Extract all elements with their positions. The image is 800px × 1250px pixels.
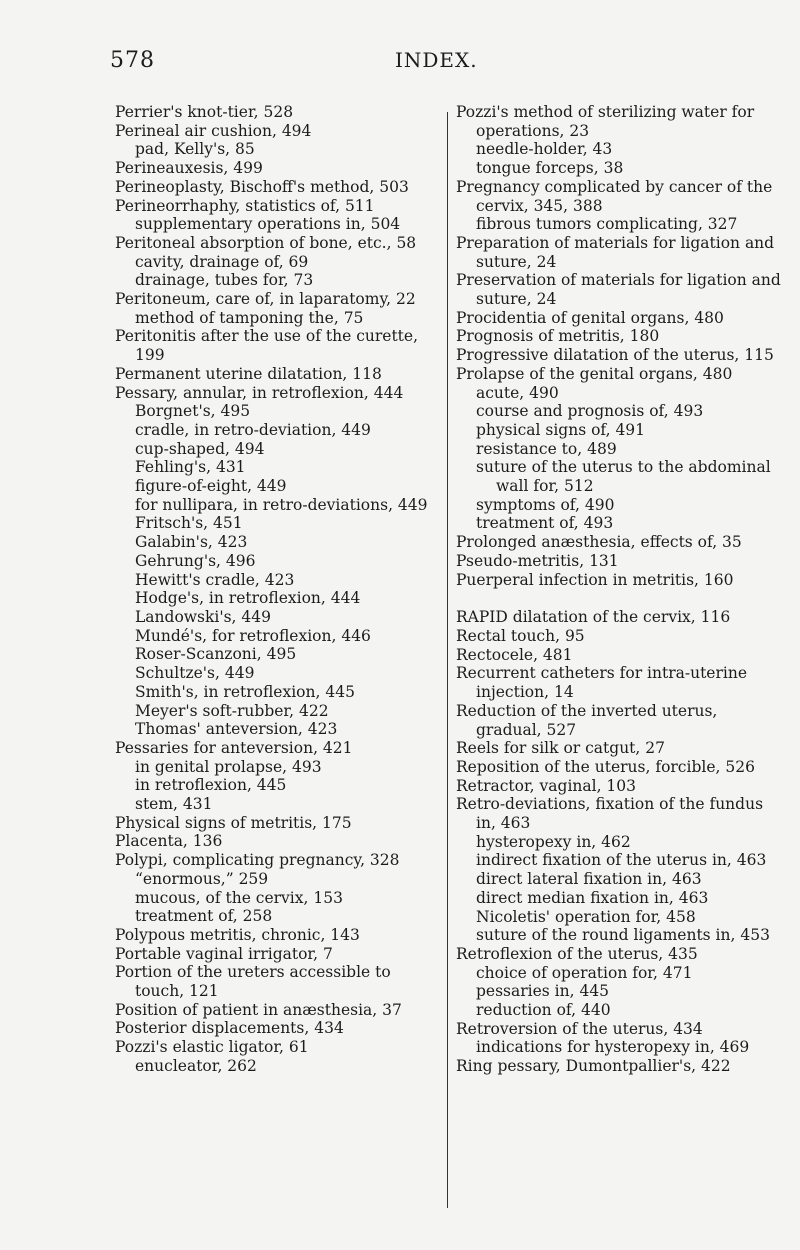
index-subentry: in retroflexion, 445 <box>135 776 287 795</box>
index-entry: Progressive dilatation of the uterus, 115 <box>456 346 774 365</box>
index-subentry: treatment of, 258 <box>135 907 273 926</box>
index-entry: Ring pessary, Dumontpallier's, 422 <box>456 1057 731 1076</box>
index-entry: Puerperal infection in metritis, 160 <box>456 570 734 589</box>
index-subentry: tongue forceps, 38 <box>476 159 624 178</box>
index-entry: Preparation of materials for ligation and suture, 24 <box>456 233 775 271</box>
index-subentry: suture of the uterus to the abdominal wall for, 512 <box>476 458 771 496</box>
index-entry: Perineal air cushion, 494 <box>115 121 312 140</box>
index-entry: Peritoneum, care of, in laparatomy, 22 <box>115 290 416 309</box>
index-entry: Portable vaginal irrigator, 7 <box>115 944 333 963</box>
index-subentry: Meyer's soft-rubber, 422 <box>135 701 329 720</box>
index-subentry: Schultze's, 449 <box>135 664 255 683</box>
index-entry: Pozzi's elastic ligator, 61 <box>115 1038 309 1057</box>
index-subentry: Nicoletis' operation for, 458 <box>476 907 696 926</box>
index-entry: Peritonitis after the use of the curette, 199 <box>115 327 419 365</box>
index-subentry: direct lateral fixation in, 463 <box>476 870 702 889</box>
index-entry: Prolapse of the genital organs, 480 <box>456 364 733 383</box>
index-entry: Rectocele, 481 <box>456 645 573 664</box>
index-subentry: pessaries in, 445 <box>476 982 610 1001</box>
index-entry: Rectal touch, 95 <box>456 626 585 645</box>
index-entry: Pessary, annular, in retroflexion, 444 <box>115 383 404 402</box>
index-subentry: stem, 431 <box>135 795 213 814</box>
index-subentry: hysteropexy in, 462 <box>476 832 631 851</box>
index-subentry: cavity, drainage of, 69 <box>135 252 309 271</box>
index-subentry: acute, 490 <box>476 383 559 402</box>
index-subentry: treatment of, 493 <box>476 514 614 533</box>
index-subentry: Hewitt's cradle, 423 <box>135 570 295 589</box>
index-entry: Peritoneal absorption of bone, etc., 58 <box>115 233 417 252</box>
index-subentry: Gehrung's, 496 <box>135 551 256 570</box>
index-entry: Retractor, vaginal, 103 <box>456 776 637 795</box>
index-entry: Placenta, 136 <box>115 832 223 851</box>
index-column-left <box>115 103 435 1076</box>
index-entry: Perineauxesis, 499 <box>115 159 263 178</box>
index-subentry: resistance to, 489 <box>476 439 617 458</box>
index-subentry: course and prognosis of, 493 <box>476 402 704 421</box>
index-entry: Pseudo-metritis, 131 <box>456 551 619 570</box>
index-entry: Perineoplasty, Bischoff's method, 503 <box>115 177 409 196</box>
index-entry: Posterior displacements, 434 <box>115 1019 344 1038</box>
index-subentry: in genital prolapse, 493 <box>135 757 322 776</box>
index-entry: Portion of the ureters accessible to touch, 121 <box>115 963 391 1001</box>
index-subentry: figure-of-eight, 449 <box>135 477 287 496</box>
index-entry: Position of patient in anæsthesia, 37 <box>115 1000 402 1019</box>
index-subentry: Fehling's, 431 <box>135 458 246 477</box>
index-entry: Polypous metritis, chronic, 143 <box>115 925 360 944</box>
index-entry: Prognosis of metritis, 180 <box>456 327 660 346</box>
column-divider <box>447 112 448 1208</box>
index-subentry: “enormous,” 259 <box>135 869 269 888</box>
index-subentry: reduction of, 440 <box>476 1001 611 1020</box>
index-entry: Permanent uterine dilatation, 118 <box>115 364 382 383</box>
index-entry: Retro-deviations, fixation of the fundus in, 463 <box>456 795 764 833</box>
index-subentry: indications for hysteropexy in, 469 <box>476 1038 750 1057</box>
index-subentry: suture of the round ligaments in, 453 <box>476 926 770 945</box>
index-subentry: Fritsch's, 451 <box>135 514 243 533</box>
index-subentry: Mundé's, for retroflexion, 446 <box>135 626 371 645</box>
index-subentry: Borgnet's, 495 <box>135 402 251 421</box>
index-subentry: Roser-Scanzoni, 495 <box>135 645 297 664</box>
index-subentry: Hodge's, in retroflexion, 444 <box>135 589 361 608</box>
index-subentry: symptoms of, 490 <box>476 495 615 514</box>
index-subentry: pad, Kelly's, 85 <box>135 140 255 159</box>
index-entry: Retroflexion of the uterus, 435 <box>456 944 698 963</box>
page-header <box>0 48 800 78</box>
page-number: 578 <box>110 48 155 73</box>
index-subentry: cup-shaped, 494 <box>135 439 265 458</box>
index-entry: Preservation of materials for ligation and suture, 24 <box>456 271 781 309</box>
index-entry: Physical signs of metritis, 175 <box>115 813 352 832</box>
index-subentry: Landowski's, 449 <box>135 607 271 626</box>
index-entry: Reels for silk or catgut, 27 <box>456 739 665 758</box>
index-subentry: for nullipara, in retro-deviations, 449 <box>135 495 428 514</box>
index-column-right <box>456 103 786 1076</box>
index-entry: Retroversion of the uterus, 434 <box>456 1019 703 1038</box>
index-entry: Prolonged anæsthesia, effects of, 35 <box>456 533 742 552</box>
index-subentry: direct median fixation in, 463 <box>476 888 709 907</box>
index-subentry: drainage, tubes for, 73 <box>135 271 314 290</box>
index-subentry: method of tamponing the, 75 <box>135 308 364 327</box>
index-subentry: cradle, in retro-deviation, 449 <box>135 420 371 439</box>
running-head: INDEX. <box>395 48 478 72</box>
index-subentry: Thomas' anteversion, 423 <box>135 720 338 739</box>
index-subentry: indirect fixation of the uterus in, 463 <box>476 851 767 870</box>
index-subentry: Galabin's, 423 <box>135 533 248 552</box>
index-entry: Procidentia of genital organs, 480 <box>456 308 724 327</box>
index-subentry: choice of operation for, 471 <box>476 963 693 982</box>
index-entry: Recurrent catheters for intra-uterine injection, 14 <box>456 664 748 702</box>
index-entry: Pregnancy complicated by cancer of the cervix, 345, 388 <box>456 177 773 215</box>
index-entry: Reposition of the uterus, forcible, 526 <box>456 757 755 776</box>
index-subentry: needle-holder, 43 <box>476 140 613 159</box>
index-subentry: physical signs of, 491 <box>476 420 646 439</box>
index-entry: Perineorrhaphy, statistics of, 511 <box>115 196 375 215</box>
index-entry: Perrier's knot-tier, 528 <box>115 103 294 121</box>
index-subentry: mucous, of the cervix, 153 <box>135 888 343 907</box>
index-entry: Reduction of the inverted uterus, gradual, 527 <box>456 701 718 739</box>
index-entry: Polypi, complicating pregnancy, 328 <box>115 851 400 870</box>
index-subentry: Smith's, in retroflexion, 445 <box>135 682 355 701</box>
index-entry: Pozzi's method of sterilizing water for operations, 23 <box>456 103 755 140</box>
index-entry: RAPID dilatation of the cervix, 116 <box>456 608 731 627</box>
index-subentry: supplementary operations in, 504 <box>135 215 401 234</box>
index-entry: Pessaries for anteversion, 421 <box>115 738 353 757</box>
index-subentry: enucleator, 262 <box>135 1056 257 1075</box>
index-subentry: fibrous tumors complicating, 327 <box>476 215 738 234</box>
